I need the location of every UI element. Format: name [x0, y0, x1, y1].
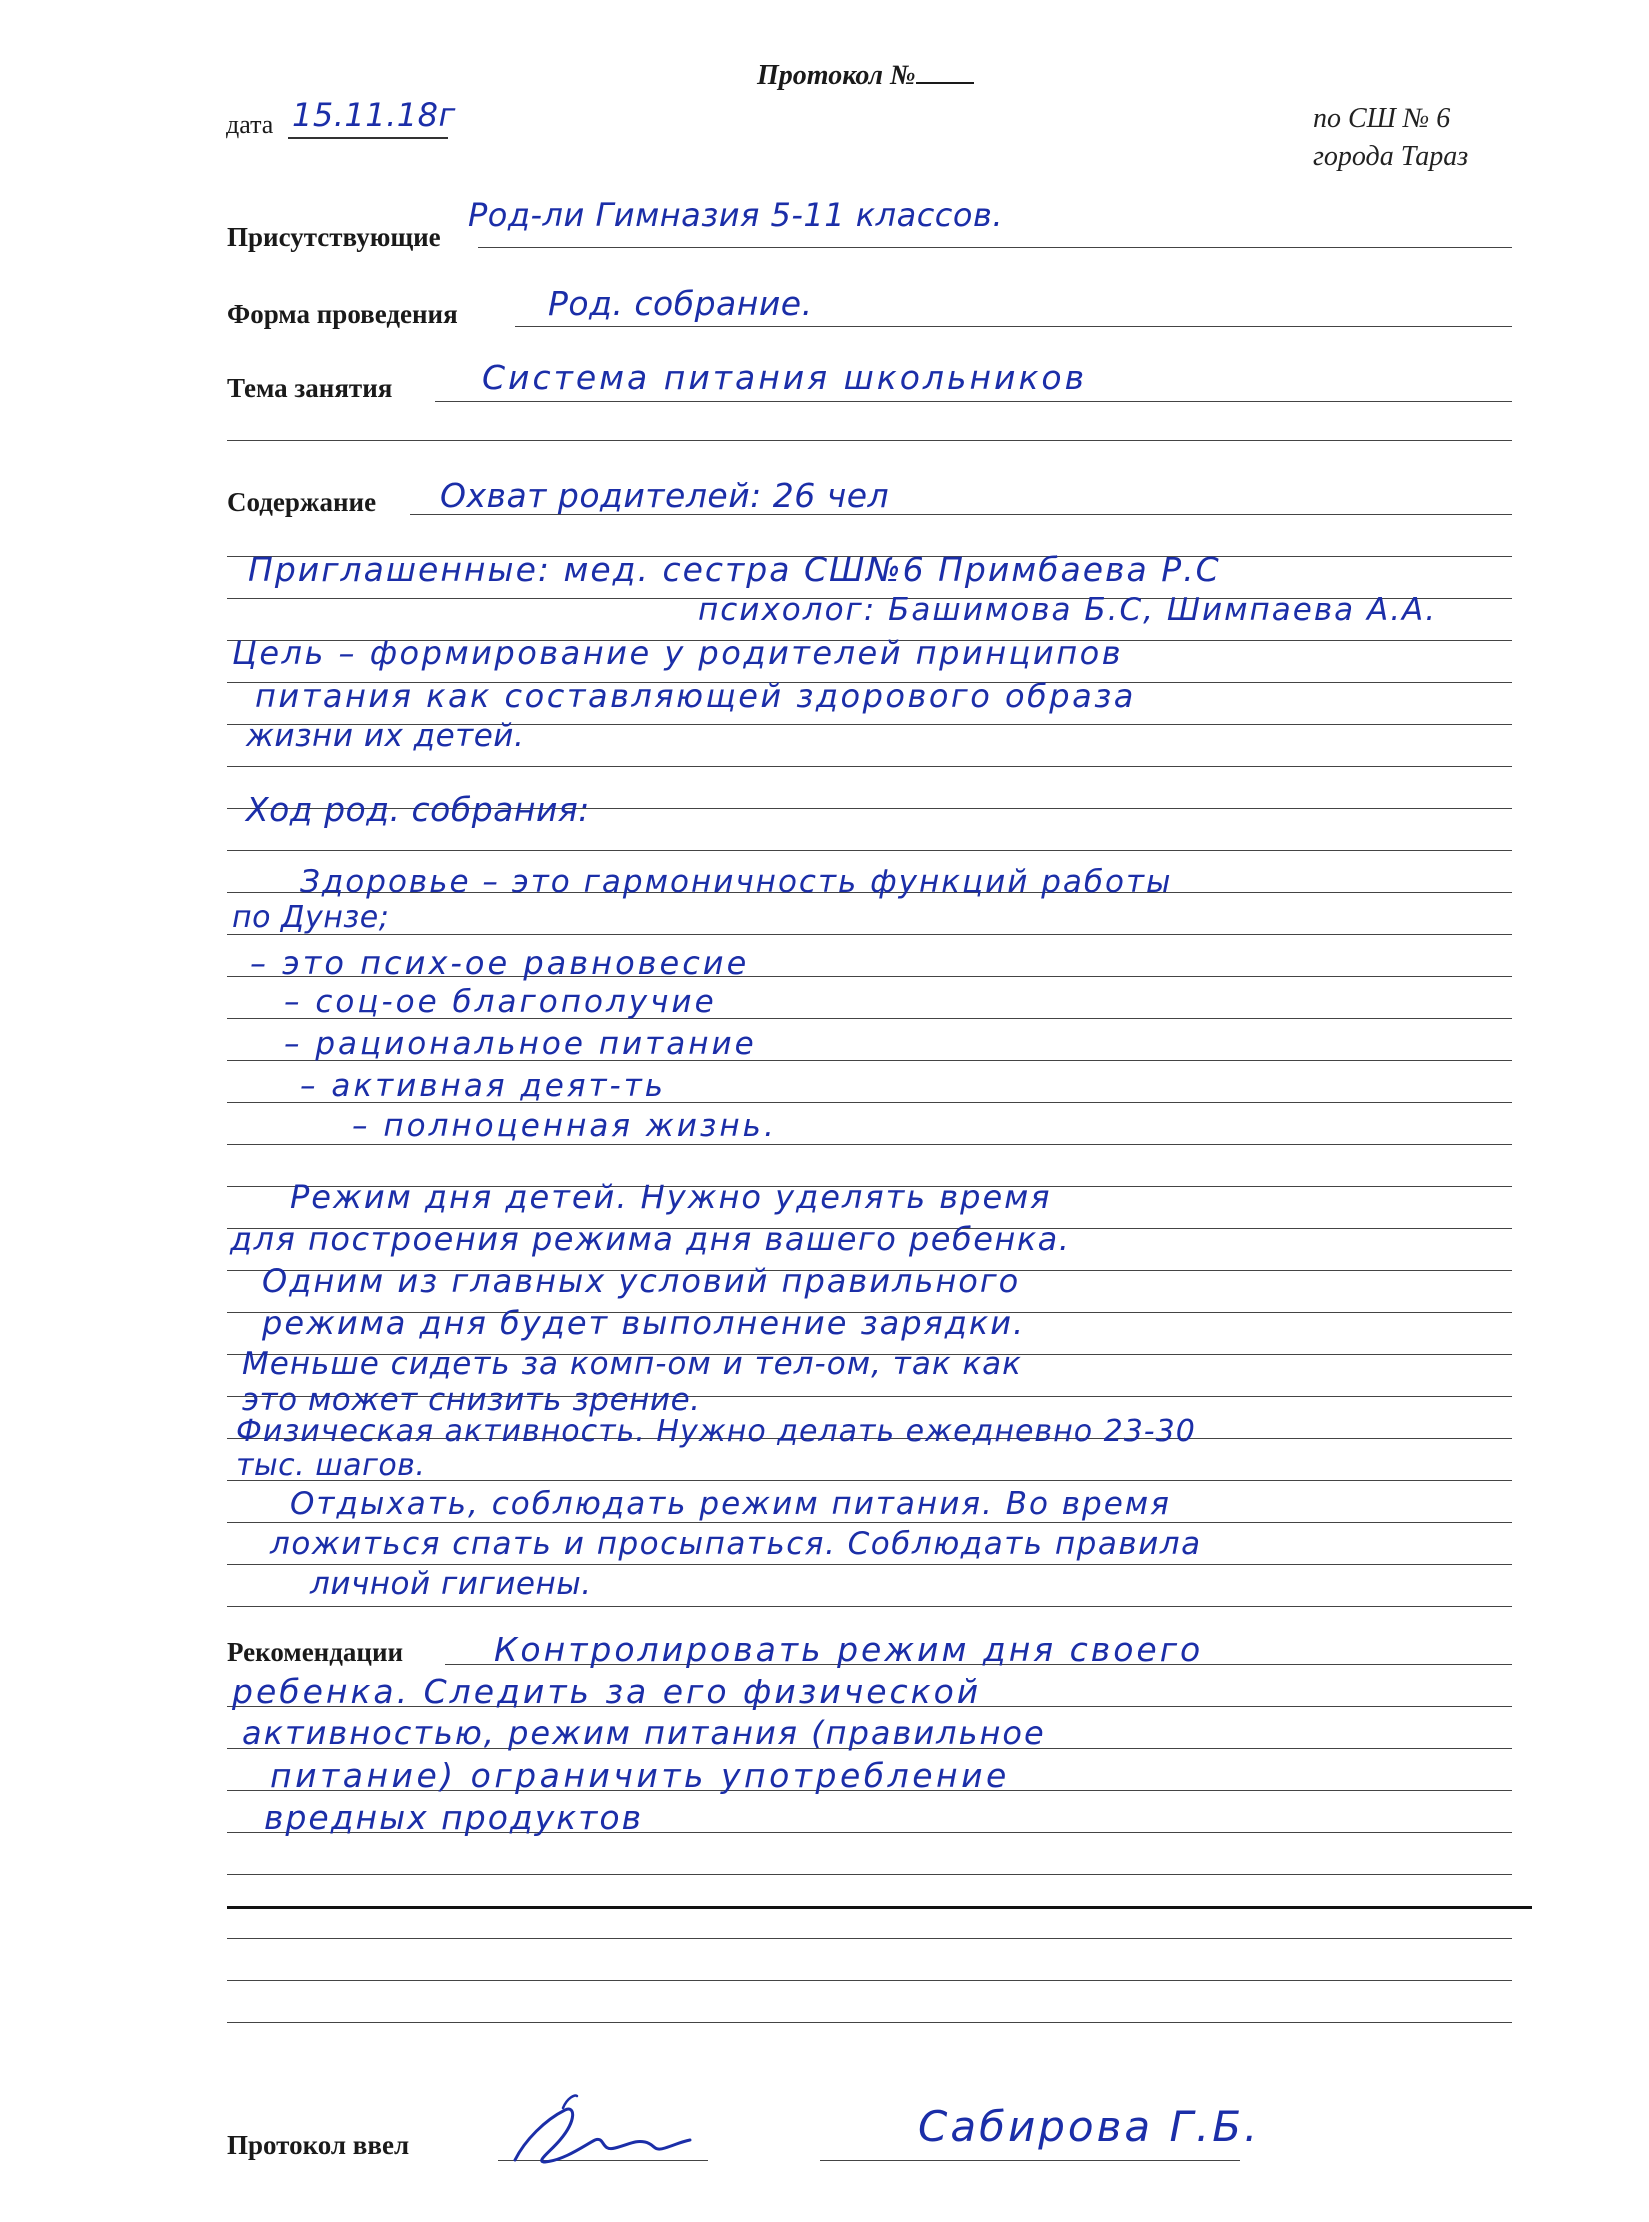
present-label: Присутствующие — [227, 222, 441, 252]
rule — [227, 1874, 1512, 1875]
topic-value: Система питания школьников — [482, 358, 1088, 397]
content-line: Здоровье – это гармоничность функций работы — [300, 864, 1173, 900]
content-line: – полноценная жизнь. — [352, 1108, 777, 1144]
date-value: 15.11.18г — [292, 96, 456, 134]
content-line: Отдыхать, соблюдать режим питания. Во время — [290, 1486, 1171, 1522]
rule — [227, 934, 1512, 935]
content-value: Охват родителей: 26 чел — [440, 476, 890, 515]
content-line: это может снизить зрение. — [242, 1382, 701, 1418]
content-line: Физическая активность. Нужно делать ежедневно 23-30 — [236, 1414, 1196, 1449]
protocol-title-text: Протокол № — [757, 60, 916, 91]
content-line: для построения режима дня вашего ребенка. — [230, 1220, 1071, 1258]
protocol-title — [757, 60, 974, 92]
rule — [227, 2022, 1512, 2023]
content-line: личной гигиены. — [310, 1566, 592, 1602]
rule — [227, 1938, 1512, 1939]
present-value: Род-ли Гимназия 5-11 классов. — [468, 196, 1003, 234]
protocol-number-line — [916, 60, 974, 84]
content-line: Ход род. собрания: — [246, 790, 590, 829]
rule — [227, 850, 1512, 851]
content-line: по Дунзе; — [232, 900, 390, 935]
content-line: тыс. шагов. — [236, 1448, 426, 1483]
content-line: Одним из главных условий правильного — [262, 1262, 1021, 1300]
form-label: Форма проведения — [227, 299, 458, 329]
rule — [227, 1144, 1512, 1145]
recommend-line: ребенка. Следить за его физической — [232, 1672, 982, 1711]
content-label: Содержание — [227, 487, 377, 517]
content-line: Приглашенные: мед. сестра СШ№6 Примбаева Р.С — [248, 550, 1221, 589]
rule — [227, 766, 1512, 767]
content-line: – это псих-ое равновесие — [250, 944, 750, 982]
content-line: режима дня будет выполнение зарядки. — [262, 1304, 1026, 1342]
topic-rule-2 — [227, 440, 1512, 441]
date-label: дата — [226, 110, 274, 139]
content-line: жизни их детей. — [246, 718, 525, 754]
rule — [227, 1606, 1512, 1607]
handwritten-signature — [505, 2090, 705, 2175]
topic-rule — [435, 401, 1512, 402]
recommend-line: активностью, режим питания (правильное — [242, 1714, 1046, 1752]
school-line-2: города Тараз — [1313, 141, 1469, 172]
content-line: Режим дня детей. Нужно уделять время — [290, 1178, 1052, 1216]
content-line: – рациональное питание — [284, 1026, 757, 1062]
recommend-line: вредных продуктов — [264, 1798, 644, 1837]
content-line: – активная деят-ть — [300, 1068, 667, 1104]
recommend-line: питание) ограничить употребление — [270, 1756, 1010, 1795]
content-line: питания как составляющей здорового образа — [255, 677, 1136, 715]
content-line: Цель – формирование у родителей принципов — [232, 634, 1124, 672]
present-rule — [478, 247, 1512, 248]
content-line: – соц-ое благополучие — [284, 984, 717, 1020]
rule — [227, 1980, 1512, 1981]
content-line: Меньше сидеть за комп-ом и тел-ом, так как — [242, 1346, 1022, 1382]
rule-thick — [227, 1906, 1532, 1909]
school-line-1: по СШ № 6 — [1313, 103, 1451, 134]
author-name: Сабирова Г.Б. — [918, 2102, 1261, 2151]
content-line: психолог: Башимова Б.С, Шимпаева А.А. — [698, 592, 1438, 628]
recommend-line: Контролировать режим дня своего — [494, 1630, 1204, 1669]
form-value: Род. собрание. — [548, 284, 813, 323]
rule — [227, 1522, 1512, 1523]
form-rule — [515, 326, 1512, 327]
school-block — [1313, 100, 1468, 176]
topic-label: Тема занятия — [227, 373, 393, 403]
recommend-label: Рекомендации — [227, 1637, 404, 1667]
name-rule — [820, 2160, 1240, 2161]
date-underline — [288, 137, 448, 139]
author-label: Протокол ввел — [227, 2130, 410, 2160]
content-line: ложиться спать и просыпаться. Соблюдать правила — [270, 1526, 1202, 1562]
rule — [227, 1564, 1512, 1565]
